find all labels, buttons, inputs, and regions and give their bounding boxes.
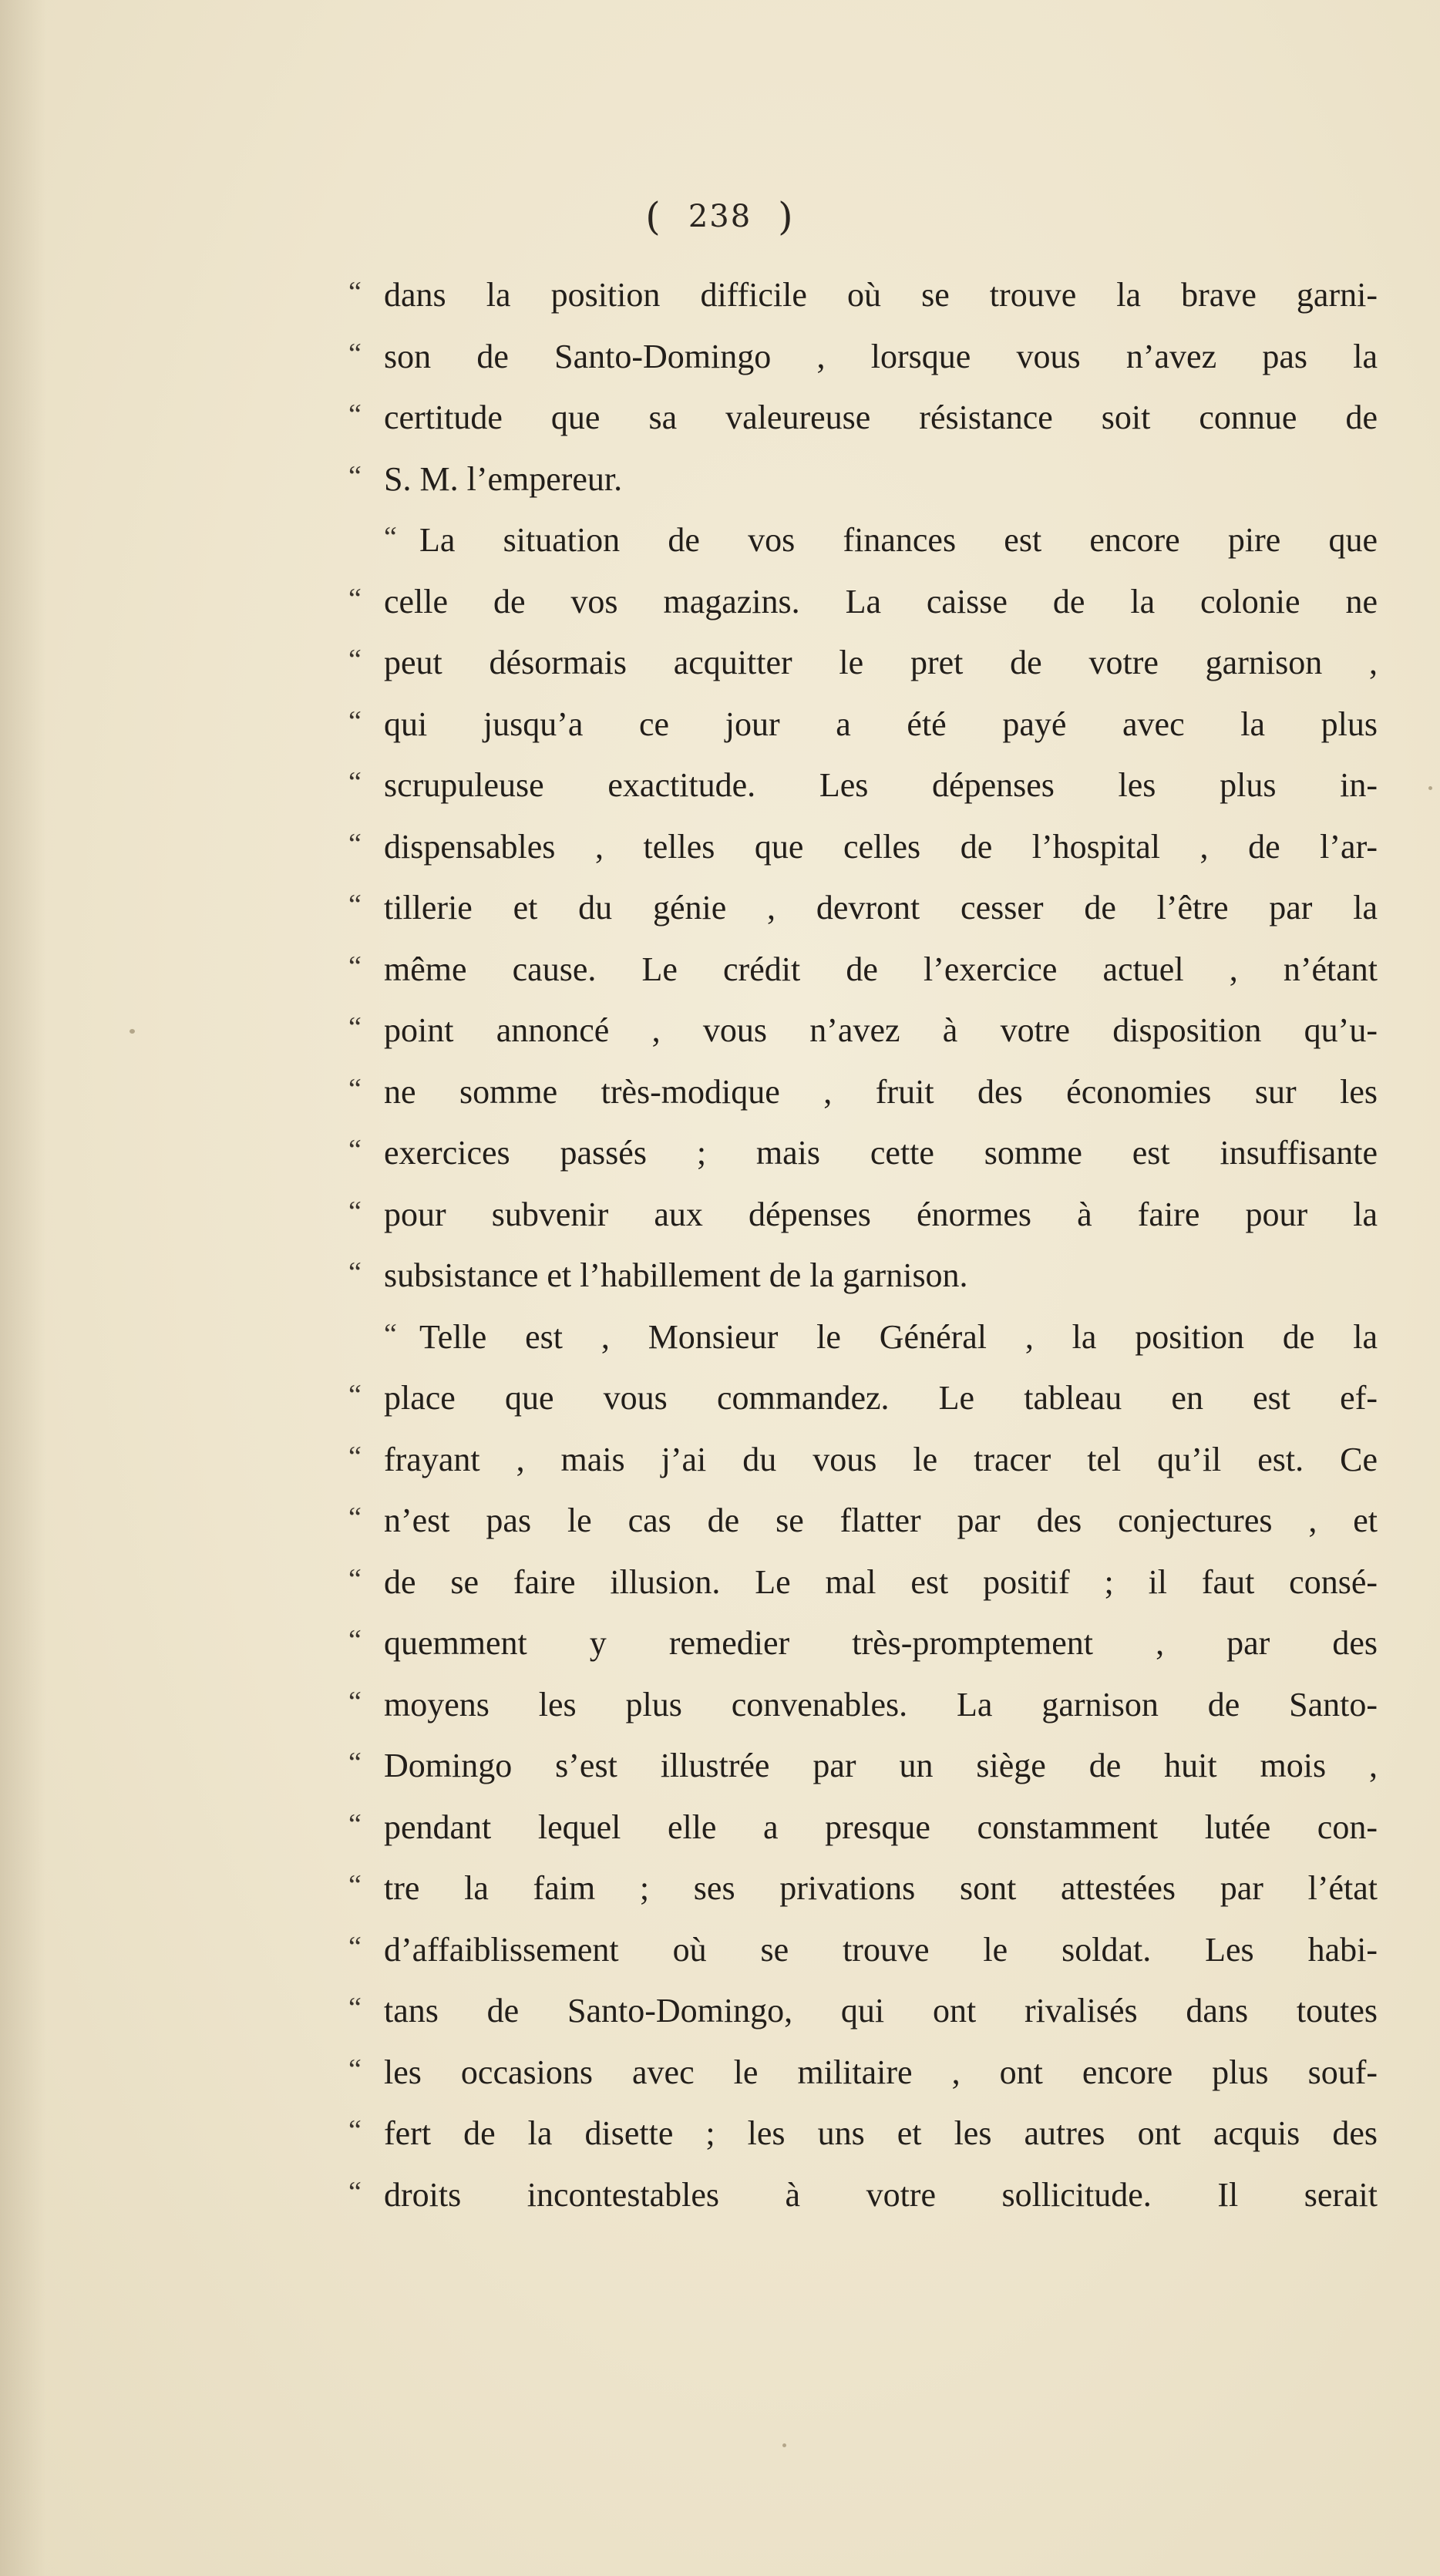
- paper-speck: [782, 2443, 786, 2447]
- text-line-content: tillerie et du génie , devront cesser de l’être par la: [384, 889, 1378, 926]
- text-line: [348, 1059, 1378, 1121]
- text-line: [348, 569, 1378, 631]
- page-number-close-paren: ): [778, 194, 795, 239]
- body-text: [348, 262, 1378, 2223]
- quotation-mark: “: [384, 1317, 397, 1350]
- text-line-content: tans de Santo-Domingo, qui ont rivalisés dans toutes: [384, 1992, 1378, 2030]
- text-line: [348, 507, 1378, 569]
- quotation-mark: “: [348, 1502, 362, 1534]
- quotation-mark: “: [348, 1440, 362, 1473]
- quotation-mark: “: [348, 766, 362, 799]
- quotation-mark: “: [348, 1562, 362, 1596]
- quotation-mark: “: [348, 459, 362, 493]
- text-line: [348, 1304, 1378, 1366]
- text-line-content: pendant lequel elle a presque constamment lutée con-: [384, 1808, 1378, 1846]
- quotation-mark: “: [348, 827, 362, 860]
- text-line-content: fert de la disette ; les uns et les autres ont acquis des: [384, 2114, 1378, 2152]
- quotation-mark: “: [348, 276, 362, 308]
- text-line-content: scrupuleuse exactitude. Les dépenses les plus in-: [384, 766, 1378, 804]
- text-line: [348, 385, 1378, 446]
- text-line-content: La situation de vos finances est encore pire que: [419, 521, 1378, 559]
- text-line: [348, 1365, 1378, 1427]
- text-line: [348, 1672, 1378, 1734]
- text-line: [348, 446, 1378, 508]
- text-line-content: de se faire illusion. Le mal est positif ; il faut consé-: [384, 1562, 1378, 1601]
- quotation-mark: “: [348, 1624, 362, 1656]
- text-line: [348, 1794, 1378, 1856]
- quotation-mark: “: [348, 399, 362, 431]
- text-line: [348, 1733, 1378, 1794]
- page-gutter-shadow: [0, 0, 46, 2576]
- text-line-content: certitude que sa valeureuse résistance soit connue de: [384, 399, 1378, 436]
- text-line-content: moyens les plus convenables. La garnison de Santo-: [384, 1685, 1378, 1723]
- quotation-mark: “: [348, 1992, 362, 2024]
- text-line-content: droits incontestables à votre sollicitude. Il serait: [384, 2175, 1378, 2214]
- text-line-content: même cause. Le crédit de l’exercice actuel , n’étant: [384, 950, 1378, 988]
- quotation-mark: “: [348, 705, 362, 738]
- text-line-content: ne somme très-modique , fruit des économies sur les: [384, 1072, 1378, 1111]
- quotation-mark: “: [348, 1869, 362, 1902]
- quotation-mark: “: [348, 950, 362, 983]
- text-line: [348, 1610, 1378, 1672]
- text-line: [348, 2100, 1378, 2162]
- quotation-mark: “: [348, 1808, 362, 1841]
- quotation-mark: “: [348, 1195, 362, 1228]
- text-line-content: tre la faim ; ses privations sont attestées par l’état: [384, 1869, 1378, 1907]
- text-line: [348, 2040, 1378, 2101]
- text-line-content: d’affaiblissement où se trouve le soldat. Les habi-: [384, 1930, 1378, 1969]
- text-line: [348, 262, 1378, 324]
- text-line-content: celle de vos magazins. La caisse de la colonie ne: [384, 582, 1378, 620]
- text-line-content: point annoncé , vous n’avez à votre disposition qu’u-: [384, 1011, 1378, 1049]
- text-line: [348, 997, 1378, 1059]
- text-line-content: les occasions avec le militaire , ont encore plus souf-: [384, 2053, 1378, 2091]
- text-line: [348, 691, 1378, 753]
- quotation-mark: “: [348, 1930, 362, 1963]
- text-line-content: dans la position difficile où se trouve la brave garni-: [384, 276, 1378, 314]
- text-line-content: frayant , mais j’ai du vous le tracer tel qu’il est. Ce: [384, 1440, 1378, 1478]
- text-line-content: S. M. l’empereur.: [384, 459, 623, 498]
- text-line: [348, 875, 1378, 937]
- text-line: [348, 1917, 1378, 1979]
- quotation-mark: “: [348, 1134, 362, 1166]
- page-number-header: [0, 194, 1440, 239]
- text-line: [348, 1855, 1378, 1917]
- text-line-content: qui jusqu’a ce jour a été payé avec la plus: [384, 705, 1378, 743]
- text-line: [348, 814, 1378, 876]
- text-line-content: Domingo s’est illustrée par un siège de huit mois ,: [384, 1747, 1378, 1784]
- quotation-mark: “: [348, 582, 362, 615]
- text-line: [348, 630, 1378, 691]
- quotation-mark: “: [348, 2114, 362, 2147]
- paper-speck: [130, 1029, 135, 1034]
- text-line: [348, 1488, 1378, 1549]
- page-number-open-paren: (: [645, 194, 662, 239]
- text-line-content: son de Santo-Domingo , lorsque vous n’avez pas la: [384, 337, 1378, 375]
- text-line: [348, 324, 1378, 385]
- quotation-mark: “: [348, 1011, 362, 1044]
- quotation-mark: “: [348, 2175, 362, 2208]
- quotation-mark: “: [348, 1685, 362, 1718]
- page-number: 238: [688, 199, 752, 234]
- text-line-content: dispensables , telles que celles de l’hospital , de l’ar-: [384, 827, 1378, 866]
- text-line: [348, 1427, 1378, 1488]
- quotation-mark: “: [348, 1256, 362, 1289]
- text-line-content: pour subvenir aux dépenses énormes à faire pour la: [384, 1195, 1378, 1233]
- text-line-content: peut désormais acquitter le pret de votre garnison ,: [384, 644, 1378, 681]
- text-line-content: Telle est , Monsieur le Général , la position de la: [419, 1317, 1378, 1356]
- text-line: [348, 1549, 1378, 1611]
- quotation-mark: “: [348, 1747, 362, 1779]
- quotation-mark: “: [348, 1379, 362, 1411]
- quotation-mark: “: [348, 2053, 362, 2086]
- text-line-content: place que vous commandez. Le tableau en est ef-: [384, 1379, 1378, 1417]
- text-line-content: n’est pas le cas de se flatter par des conjectures , et: [384, 1502, 1378, 1539]
- text-line: [348, 1182, 1378, 1243]
- text-line-content: quemment y remedier très-promptement , par des: [384, 1624, 1378, 1662]
- quotation-mark: “: [348, 337, 362, 370]
- text-line: [348, 2162, 1378, 2224]
- quotation-mark: “: [348, 1072, 362, 1105]
- text-line: [348, 937, 1378, 998]
- text-line-content: subsistance et l’habillement de la garnison.: [384, 1256, 968, 1294]
- text-line-content: exercices passés ; mais cette somme est insuffisante: [384, 1134, 1378, 1172]
- paper-speck: [1428, 786, 1432, 790]
- text-line: [348, 1978, 1378, 2040]
- quotation-mark: “: [348, 644, 362, 676]
- quotation-mark: “: [384, 521, 397, 553]
- text-line: [348, 752, 1378, 814]
- text-line: [348, 1120, 1378, 1182]
- quotation-mark: “: [348, 889, 362, 921]
- text-line: [348, 1243, 1378, 1304]
